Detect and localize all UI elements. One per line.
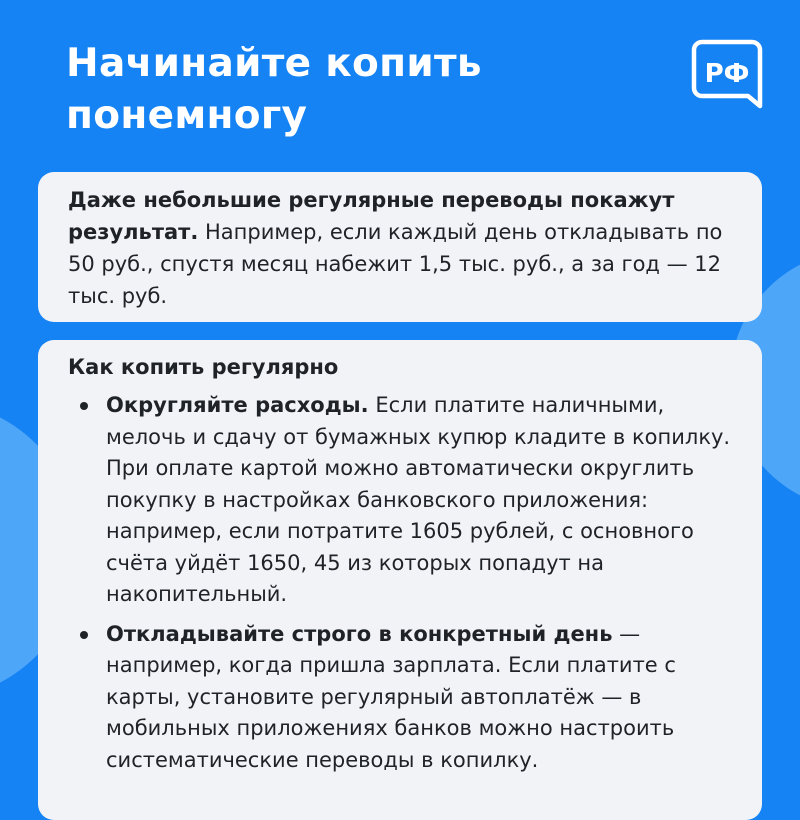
intro-text: Например, если каждый день откладывать по 50 руб., спустя месяц набежит 1,5 тыс. руб., а за год — 12 тыс. руб.: [68, 220, 723, 308]
tips-heading: Как копить регулярно: [68, 355, 339, 379]
intro-paragraph: [68, 184, 736, 312]
list-item: [68, 619, 740, 777]
tip-text: Если платите наличными, мелочь и сдачу от бумажных купюр кладите в копилку. При оплате картой можно автоматически округлить покупку в настройках банковского приложения: например, если потратите 1605 рублей, с основного счёта уйдёт 1650, 45 из которых попадут на накопительный.: [106, 393, 731, 606]
bullet-icon: [80, 631, 88, 639]
page-title: Начинайте копить понемногу: [66, 41, 482, 138]
tips-card: [38, 340, 762, 820]
tips-list: [68, 390, 740, 776]
intro-bold-text: Даже небольшие регулярные переводы покажут результат.: [68, 188, 675, 244]
intro-card: [38, 172, 762, 322]
logo-text: РФ: [704, 59, 750, 89]
bullet-icon: [80, 402, 88, 410]
tip-text: — например, когда пришла зарплата. Если платите с карты, установите регулярный автоплатёж — в мобильных приложениях банков можно настроить систематические переводы в копилку.: [106, 621, 676, 772]
list-item: [68, 390, 740, 611]
rf-logo-icon: [690, 38, 764, 112]
tip-bold-text: Округляйте расходы.: [106, 393, 369, 417]
tip-bold-text: Откладывайте строго в конкретный день: [106, 621, 613, 646]
